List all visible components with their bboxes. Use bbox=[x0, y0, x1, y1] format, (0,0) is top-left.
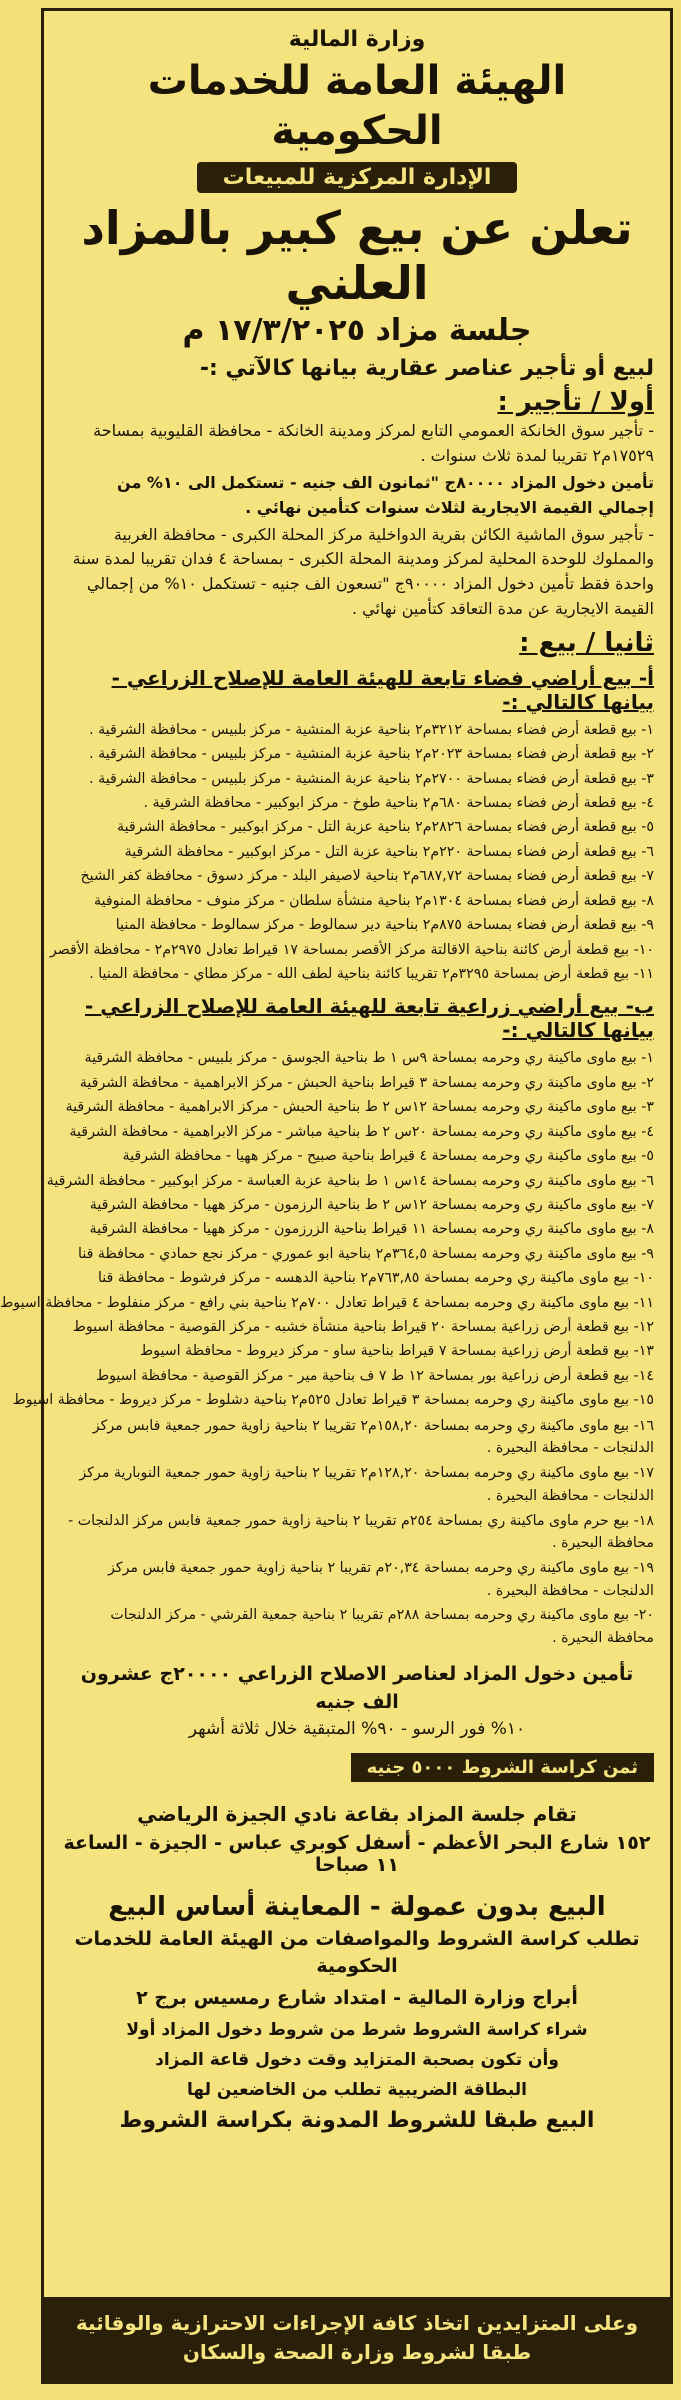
list-item: ٦- بيع ماوى ماكينة ري وحرمه بمساحة ١٤س ١ ط بناحية عزبة العباسة - مركز ابوكبير - محافظة الشرقية bbox=[46, 1172, 654, 1189]
rent-title: أولا / تأجير : bbox=[497, 387, 654, 418]
list-item: ٢- بيع قطعة أرض فضاء بمساحة ٢٠٢٣م٢ بناحية عزبة المنشية - مركز بلبيس - محافظة الشرقية . bbox=[89, 746, 654, 763]
list-item: ٤- بيع ماوى ماكينة ري وحرمه بمساحة ٢٠س ٢ ط بناحية مباشر - مركز الابراهمية - محافظة الشرقية bbox=[69, 1123, 654, 1140]
agricultural-land-list bbox=[0, 1046, 654, 1650]
list-item: ٧- بيع قطعة أرض فضاء بمساحة ٦٨٧,٧٢م٢ بناحية لاصيفر البلد - مركز دسوق - محافظة كفر الشيخ bbox=[80, 868, 654, 885]
list-item: ١٣- بيع قطعة أرض زراعية بمساحة ٧ قيراط بناحية ساو - مركز ديروط - محافظة اسيوط bbox=[140, 1343, 654, 1360]
department-name: الإدارة المركزية للمبيعات bbox=[197, 162, 518, 193]
list-item: ٧- بيع ماوى ماكينة ري وحرمه بمساحة ١٢س ٢ ط بناحية الرزمون - مركز ههيا - محافظة الشرقية bbox=[89, 1196, 654, 1213]
list-item: ١- بيع ماوى ماكينة ري وحرمه بمساحة ٩س ١ ط بناحية الجوسق - مركز بلبيس - محافظة الشرقية bbox=[84, 1050, 654, 1067]
agri-insurance: تأمين دخول المزاد لعناصر الاصلاح الزراعي ٢٠٠٠٠ج عشرون الف جنيه bbox=[80, 1662, 634, 1714]
footer-line-1: وعلى المتزايدين اتخاذ كافة الإجراءات الاحترازية والوقائية bbox=[75, 2311, 639, 2335]
venue-address: ١٥٢ شارع البحر الأعظم - أسفل كوبري عباس - الجيزة - الساعة ١١ صباحا bbox=[63, 1831, 651, 1876]
auction-ad bbox=[0, 8, 673, 2384]
vacant-land-title: أ- بيع أراضي فضاء تابعة للهيئة العامة للإصلاح الزراعي - بيانها كالتالي :- bbox=[111, 665, 654, 714]
payment-terms: ١٠% فور الرسو - ٩٠% المتبقية خلال ثلاثة أشهر bbox=[188, 1718, 526, 1739]
list-item: ١٩- بيع ماوى ماكينة ري وحرمه بمساحة ٢٠,٣٤م تقريبا ٢ بناحية زاوية حمور جمعية فابس مركز الدلنجات - محافظة البحيرة . bbox=[108, 1560, 654, 1599]
venue-line: تقام جلسة المزاد بقاعة نادي الجيزة الرياضي bbox=[137, 1801, 577, 1826]
list-item: ١١- بيع ماوى ماكينة ري وحرمه بمساحة ٤ قيراط تعادل ٧٠٠م٢ بناحية بني رافع - مركز منفلوط - محافظة اسيوط bbox=[0, 1294, 654, 1311]
list-item: ١٠- بيع ماوى ماكينة ري وحرمه بمساحة ٧٦٣,٨٥م٢ بناحية الدهسه - مركز فرشوط - محافظة قنا bbox=[97, 1270, 654, 1287]
list-item: ١٧- بيع ماوى ماكينة ري وحرمه بمساحة ١٢٨,٢٠م٢ تقريبا ٢ بناحية زاوية حمور جمعية النوبارية مركز الدلنجات - محافظة البحيرة . bbox=[79, 1465, 654, 1504]
venue-block bbox=[60, 1802, 654, 1876]
rent-item-2: - تأجير سوق الماشية الكائن بقرية الدواخلية مركز المحلة الكبرى - محافظة الغربية والمملوك للوحدة المحلية لمركز ومدينة المحلة الكبرى - بمساحة ٤ فدان تقريبا لمدة سنة واحدة فقط تأمين دخول المزاد ٩٠٠٠٠ج "تسعون الف جنيه - تستكمل ١٠% من إجمالي القيمة الايجارية عن مدة التعاقد كتأمين نهائي . bbox=[72, 524, 654, 618]
list-item: ١٤- بيع قطعة أرض زراعية بور بمساحة ١٢ ط ٧ ف بناحية مير - مركز القوصية - محافظة اسيوط bbox=[95, 1367, 654, 1384]
list-item: ٢٠- بيع ماوى ماكينة ري وحرمه بمساحة ٢٨٨م تقريبا ٢ بناحية جمعية القرشي - مركز الدلنجات محافظة البحيرة . bbox=[110, 1607, 654, 1647]
rent-section bbox=[60, 387, 654, 621]
authority-name: الهيئة العامة للخدمات الحكومية bbox=[147, 58, 567, 154]
towers-address: أبراج وزارة المالية - امتداد شارع رمسيس برج ٢ bbox=[136, 1987, 578, 2009]
list-item: ٤- بيع قطعة أرض فضاء بمساحة ٦٨٠م٢ بناحية طوخ - مركز ابوكبير - محافظة الشرقية . bbox=[143, 795, 654, 812]
intro-line: لبيع أو تأجير عناصر عقارية بيانها كالآتي :- bbox=[199, 356, 654, 382]
footer-bar bbox=[44, 2297, 670, 2381]
rent-item-1: - تأجير سوق الخانكة العمومي التابع لمركز ومدينة الخانكة - محافظة القليوبية بمساحة ١٧٥٢٩م٢ تقريبا لمدة ثلاث سنوات . bbox=[93, 421, 654, 466]
list-item: ٥- بيع قطعة أرض فضاء بمساحة ٢٨٢٦م٢ بناحية عزبة التل - مركز ابوكبير - محافظة الشرقية bbox=[117, 819, 654, 836]
announcement-title: تعلن عن بيع كبير بالمزاد العلني bbox=[81, 201, 633, 311]
list-item: ١٨- بيع حرم ماوى ماكينة ري بمساحة ٢٥٤م تقريبا ٢ بناحية زاوية حمور جمعية فابس مركز الدلنجات - محافظة البحيرة . bbox=[68, 1512, 654, 1552]
list-item: ٣- بيع ماوى ماكينة ري وحرمه بمساحة ١٢س ٢ ط بناحية الحبش - مركز الابراهمية - محافظة الشرقية bbox=[65, 1099, 654, 1116]
condition-2: وأن تكون بصحبة المتزايد وقت دخول قاعة المزاد bbox=[155, 2049, 559, 2070]
list-item: ٨- بيع ماوى ماكينة ري وحرمه بمساحة ١١ قيراط بناحية الزرزمون - مركز ههيا - محافظة الشرقية bbox=[89, 1221, 654, 1238]
vacant-land-list bbox=[40, 718, 654, 987]
list-item: ٩- بيع ماوى ماكينة ري وحرمه بمساحة ٣٦٤,٥م٢ بناحية ابو عموري - مركز نجع حمادي - محافظة قنا bbox=[78, 1245, 654, 1262]
sale-title: ثانيا / بيع : bbox=[519, 627, 654, 658]
booklet-request: تطلب كراسة الشروط والمواصفات من الهيئة العامة للخدمات الحكومية bbox=[74, 1927, 640, 1978]
list-item: ١- بيع قطعة أرض فضاء بمساحة ٣٢١٢م٢ بناحية عزبة المنشية - مركز بلبيس - محافظة الشرقية . bbox=[89, 721, 654, 738]
ministry-name: وزارة المالية bbox=[288, 27, 426, 52]
list-item: ١٦- بيع ماوى ماكينة ري وحرمه بمساحة ١٥٨,٢٠م٢ تقريبا ٢ بناحية زاوية حمور جمعية فابس مركز الدلنجات - محافظة البحيرة . bbox=[92, 1417, 654, 1457]
list-item: ٣- بيع قطعة أرض فضاء بمساحة ٢٧٠٠م٢ بناحية عزبة المنشية - مركز بلبيس - محافظة الشرقية . bbox=[89, 770, 654, 787]
list-item: ١٢- بيع قطعة أرض زراعية بمساحة ٢٠ قيراط بناحية منشأة خشبه - مركز القوصية - محافظة اسيوط bbox=[72, 1319, 654, 1336]
list-item: ٢- بيع ماوى ماكينة ري وحرمه بمساحة ٣ قيراط بناحية الحبش - مركز الابراهمية - محافظة الشرقية bbox=[79, 1074, 654, 1091]
sale-section bbox=[0, 627, 654, 1739]
agricultural-land-title: ب- بيع أراضي زراعية تابعة للهيئة العامة للإصلاح الزراعي - بيانها كالتالي :- bbox=[85, 994, 654, 1043]
ad-header bbox=[60, 27, 654, 348]
tax-card: البطاقة الضريبية تطلب من الخاضعين لها bbox=[186, 2080, 528, 2101]
sold-by-terms: البيع طبقا للشروط المدونة بكراسة الشروط bbox=[119, 2107, 595, 2133]
list-item: ١١- بيع قطعة أرض بمساحة ٣٢٩٥م٢ تقريبا كائنة بناحية لطف الله - مركز مطاي - محافظة المنيا . bbox=[89, 965, 654, 982]
list-item: ٨- بيع قطعة أرض فضاء بمساحة ١٣٠٤م٢ بناحية منشأة سلطان - مركز منوف - محافظة المنوفية bbox=[94, 892, 654, 909]
session-date: جلسة مزاد ١٧/٣/٢٠٢٥ م bbox=[182, 313, 532, 349]
list-item: ١٠- بيع قطعة أرض كائنة بناحية الاقالتة مركز الأقصر بمساحة ١٧ قيراط تعادل ٢٩٧٥م٢ - محافظة الأقصر . bbox=[40, 941, 654, 958]
footer-line-2: طبقا لشروط وزارة الصحة والسكان bbox=[182, 2340, 532, 2364]
terms-block bbox=[60, 1892, 654, 2133]
list-item: ١٥- بيع ماوى ماكينة ري وحرمه بمساحة ٣ قيراط تعادل ٥٢٥م٢ بناحية دشلوط - مركز ديروط - محافظة اسيوط bbox=[12, 1392, 654, 1409]
condition-1: شراء كراسة الشروط شرط من شروط دخول المزاد أولا bbox=[126, 2019, 588, 2040]
no-commission: البيع بدون عمولة - المعاينة أساس البيع bbox=[108, 1891, 606, 1922]
list-item: ٥- بيع ماوى ماكينة ري وحرمه بمساحة ٤ قيراط بناحية صبيح - مركز ههيا - محافظة الشرقية bbox=[122, 1148, 654, 1165]
list-item: ٦- بيع قطعة أرض فضاء بمساحة ٢٢٠م٢ بناحية عزبة التل - مركز ابوكبير - محافظة الشرقية bbox=[124, 843, 654, 860]
rent-item-1-insurance: تأمين دخول المزاد ٨٠٠٠٠ج "ثمانون الف جنيه - تستكمل الى ١٠% من إجمالي القيمة الايجارية لثلاث سنوات كتأمين نهائي . bbox=[117, 472, 654, 517]
list-item: ٩- بيع قطعة أرض فضاء بمساحة ٨٧٥م٢ بناحية دير سمالوط - مركز سمالوط - محافظة المنيا bbox=[115, 917, 654, 934]
booklet-price: ثمن كراسة الشروط ٥٠٠٠ جنيه bbox=[351, 1753, 654, 1782]
